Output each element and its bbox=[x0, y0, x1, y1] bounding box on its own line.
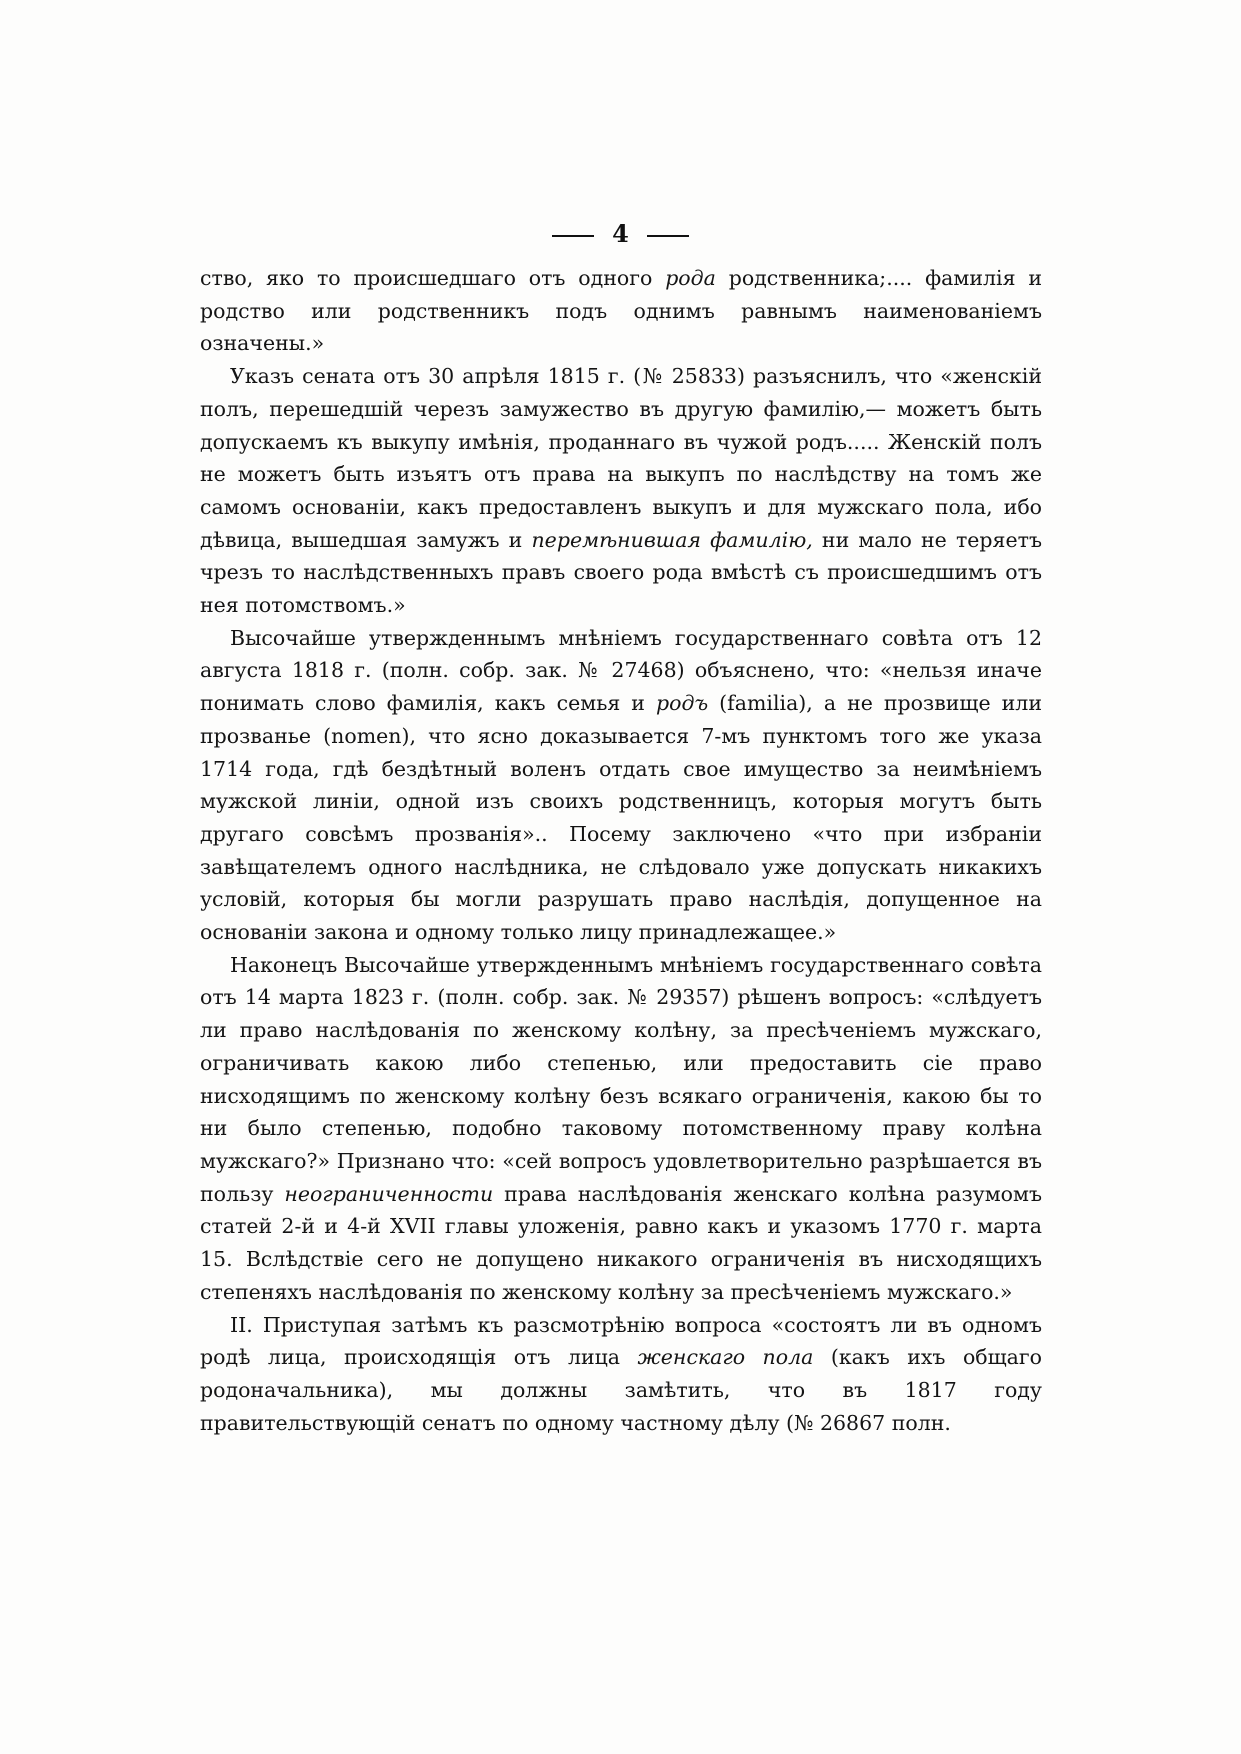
paragraph-text: (какъ ихъ общаго родоначальника), мы должны замѣтить, что въ 1817 году правительствующій сенатъ по одному частному дѣлу (№ 26867 полн. bbox=[200, 1345, 1042, 1435]
emphasized-text: перемѣнившая фамилію, bbox=[531, 527, 813, 552]
emphasized-text: женскаго пола bbox=[637, 1345, 814, 1370]
body-text bbox=[200, 262, 1042, 1439]
paragraph-text: ни мало не теряетъ чрезъ то наслѣдственныхъ правъ своего рода вмѣстѣ съ происшедшимъ отъ нея потомствомъ.» bbox=[200, 527, 1042, 618]
paragraph-text: родственника;.... фамилія и родство или родственникъ подъ однимъ равнымъ наименованіемъ означены.» bbox=[200, 266, 1042, 356]
paragraph bbox=[200, 360, 1042, 622]
paragraph-text: Высочайше утвержденнымъ мнѣніемъ государственнаго совѣта отъ 12 августа 1818 г. (полн. собр. зак. № 27468) объяснено, что: «нельзя иначе понимать слово фамилія, какъ семья и bbox=[200, 625, 1042, 716]
paragraph-text: права наслѣдованія женскаго колѣна разумомъ статей 2-й и 4-й XVII главы уложенія, равно какъ и указомъ 1770 г. марта 15. Вслѣдствіе сего не допущено никакого ограниченія въ нисходящихъ степеняхъ наслѣдованія по женскому колѣну за пресѣченіемъ мужскаго.» bbox=[200, 1181, 1043, 1304]
paragraph bbox=[200, 949, 1042, 1309]
emphasized-text: рода bbox=[665, 266, 716, 290]
paragraph bbox=[200, 1309, 1042, 1440]
right-dash bbox=[647, 235, 689, 237]
paragraph-text: (familia), а не прозвище или прозванье (nomen), что ясно доказывается 7-мъ пунктомъ того же указа 1714 года, гдѣ бездѣтный воленъ отдать свое имущество за неимѣніемъ мужской линіи, одной изъ своихъ родственницъ, которыя могутъ быть другаго совсѣмъ прозванія».. Посему заключено «что при избраніи завѣщателемъ одного наслѣдника, не слѣдовало уже допускать никакихъ условій, которыя бы могли разрушать право наслѣдія, допущенное на основаніи закона и одному только лицу принадлежащее.» bbox=[200, 691, 1042, 945]
paragraph-text: Указъ сената отъ 30 апрѣля 1815 г. (№ 25833) разъяснилъ, что «женскій полъ, перешедшій черезъ замужество въ другую фамилію,— можетъ быть допускаемъ къ выкупу имѣнія, проданнаго въ чужой родъ..... Женскій полъ не можетъ быть изъятъ отъ права на выкупъ по наслѣдству на томъ же самомъ основаніи, какъ предоставленъ выкупъ и для мужскаго пола, ибо дѣвица, вышедшая замужъ и bbox=[200, 364, 1042, 552]
paragraph bbox=[200, 262, 1042, 360]
paragraph bbox=[200, 622, 1042, 949]
paragraph-text: ство, яко то происшедшаго отъ одного bbox=[200, 266, 666, 290]
left-dash bbox=[552, 235, 594, 237]
emphasized-text: родъ bbox=[656, 691, 709, 716]
page-number-header bbox=[0, 219, 1241, 248]
emphasized-text: неограниченности bbox=[284, 1181, 494, 1206]
paragraph-text: Наконецъ Высочайше утвержденнымъ мнѣніемъ государственнаго совѣта отъ 14 марта 1823 г. (полн. собр. зак. № 29357) рѣшенъ вопросъ: «слѣдуетъ ли право наслѣдованія по женскому колѣну, за пресѣченіемъ мужскаго, ограничивать какою либо степенью, или предоставить сіе право нисходящимъ по женскому колѣну безъ всякаго ограниченія, какою бы то ни было степенью, подобно таковому потомственному праву колѣна мужскаго?» Признано что: «сей вопросъ удовлетворительно разрѣшается въ пользу bbox=[200, 952, 1042, 1206]
paragraph-text: II. Приступая затѣмъ къ разсмотрѣнію вопроса «состоятъ ли въ одномъ родѣ лица, происходящія отъ лица bbox=[200, 1312, 1042, 1370]
page-number: 4 bbox=[612, 219, 629, 248]
